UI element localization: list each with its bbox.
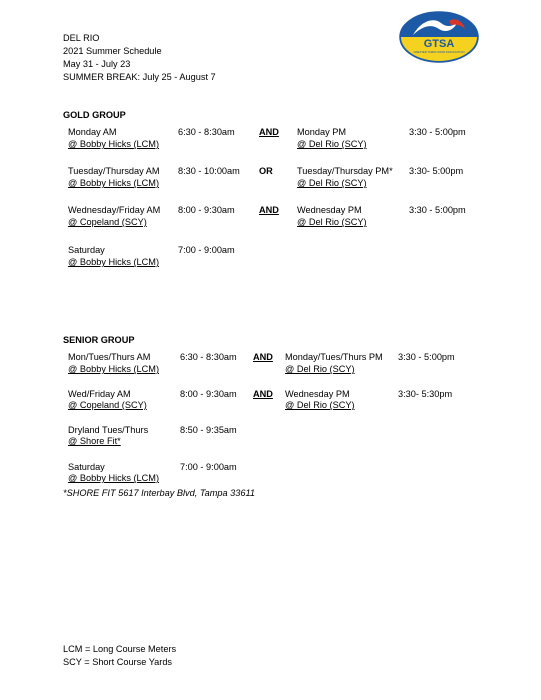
senior-pm-location: @ Del Rio (SCY) [285,400,355,410]
senior-pm-location: @ Del Rio (SCY) [285,364,355,374]
gold-pm-time: 3:30- 5:00pm [409,166,464,176]
club-name: DEL RIO [63,33,100,43]
gold-pm-time: 3:30 - 5:00pm [409,205,466,215]
gold-pm-day: Tuesday/Thursday PM* [297,166,393,176]
senior-conjunction: AND [253,352,273,362]
legend-scy: SCY = Short Course Yards [63,657,173,667]
gold-pm-day: Wednesday PM [297,205,362,215]
gold-conjunction: OR [259,166,273,176]
legend-lcm: LCM = Long Course Meters [63,644,177,654]
gold-am-day: Monday AM [68,127,117,137]
gold-am-day: Saturday [68,245,105,255]
senior-am-day: Saturday [68,462,105,472]
logo-text: GTSA [423,38,455,50]
gold-conjunction: AND [259,127,279,137]
senior-am-time: 6:30 - 8:30am [180,352,237,362]
gtsa-logo [399,11,479,63]
senior-am-time: 7:00 - 9:00am [180,462,237,472]
date-range: May 31 - July 23 [63,59,131,69]
gold-am-time: 7:00 - 9:00am [178,245,235,255]
senior-am-location: @ Shore Fit* [68,436,121,446]
gold-am-location: @ Copeland (SCY) [68,217,147,227]
senior-am-day: Dryland Tues/Thurs [68,425,149,435]
gold-group-title: GOLD GROUP [63,110,126,120]
shore-fit-footnote: *SHORE FIT 5617 Interbay Blvd, Tampa 33611 [63,488,256,498]
gold-am-location: @ Bobby Hicks (LCM) [68,139,160,149]
senior-am-location: @ Copeland (SCY) [68,400,147,410]
gold-pm-location: @ Del Rio (SCY) [297,217,367,227]
senior-pm-time: 3:30- 5:30pm [398,389,453,399]
gold-pm-day: Monday PM [297,127,347,137]
senior-conjunction: AND [253,389,273,399]
schedule-title: 2021 Summer Schedule [63,46,162,56]
senior-am-day: Wed/Friday AM [68,389,131,399]
gold-am-location: @ Bobby Hicks (LCM) [68,257,160,267]
senior-am-location: @ Bobby Hicks (LCM) [68,364,160,374]
senior-pm-time: 3:30 - 5:00pm [398,352,455,362]
senior-am-time: 8:50 - 9:35am [180,425,237,435]
gold-am-location: @ Bobby Hicks (LCM) [68,178,160,188]
senior-pm-day: Monday/Tues/Thurs PM [285,352,383,362]
senior-am-day: Mon/Tues/Thurs AM [68,352,151,362]
senior-am-location: @ Bobby Hicks (LCM) [68,473,160,483]
senior-pm-day: Wednesday PM [285,389,350,399]
gold-am-time: 6:30 - 8:30am [178,127,235,137]
gold-pm-location: @ Del Rio (SCY) [297,178,367,188]
gold-am-day: Tuesday/Thursday AM [68,166,160,176]
gold-pm-time: 3:30 - 5:00pm [409,127,466,137]
logo-subtitle: GREATER TAMPA SWIM ASSOCIATION [413,50,465,54]
senior-group-title: SENIOR GROUP [63,335,135,345]
gold-am-time: 8:30 - 10:00am [178,166,240,176]
summer-break: SUMMER BREAK: July 25 - August 7 [63,72,216,82]
gold-pm-location: @ Del Rio (SCY) [297,139,367,149]
gold-conjunction: AND [259,205,279,215]
gold-am-time: 8:00 - 9:30am [178,205,235,215]
gold-am-day: Wednesday/Friday AM [68,205,161,215]
senior-am-time: 8:00 - 9:30am [180,389,237,399]
